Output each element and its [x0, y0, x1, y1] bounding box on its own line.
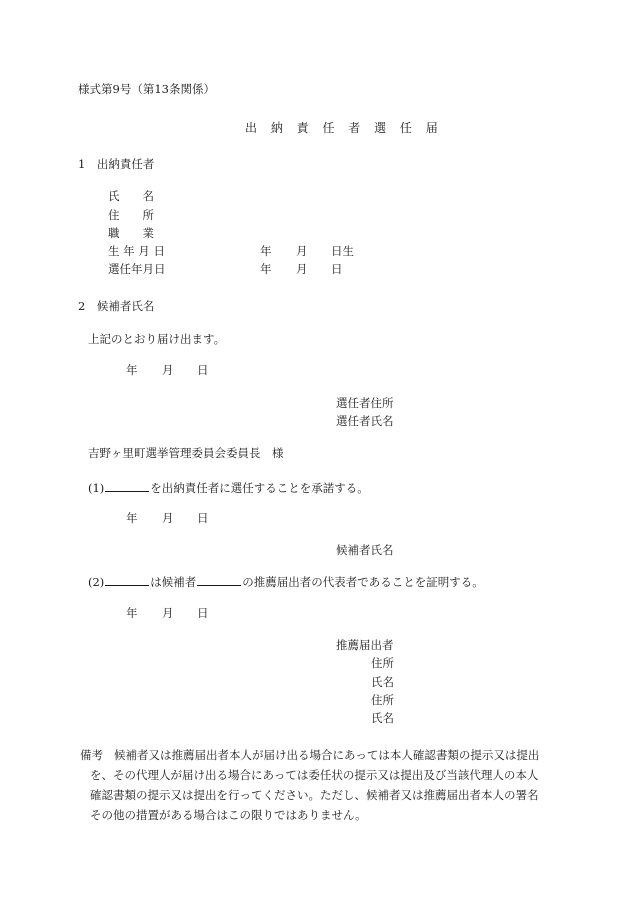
- remarks-line-1: 候補者又は推薦届出者本人が届け出る場合にあっては本人確認書類の提示又は提出: [114, 748, 540, 762]
- consent2-line: [88, 574, 484, 589]
- declaration-text: 上記のとおり届け出ます。: [88, 332, 226, 346]
- consent1-year: 年: [126, 511, 138, 525]
- appoint-month: 月: [296, 262, 308, 276]
- birthdate-label: 生 年 月 日: [108, 244, 165, 258]
- appointment-date-label: 選任年月日: [108, 262, 166, 276]
- consent1-line: [88, 480, 369, 495]
- section2-heading: 2 候補者氏名: [78, 299, 155, 313]
- page-title: 出 納 責 任 者 選 任 届: [245, 121, 443, 135]
- birth-day: 日生: [331, 244, 354, 258]
- recommender-label: 推薦届出者: [336, 638, 394, 652]
- birth-month: 月: [296, 244, 308, 258]
- consent2-blank-a: [105, 574, 149, 586]
- birth-year: 年: [260, 244, 272, 258]
- appoint-day: 日: [331, 262, 343, 276]
- recommender-address-2: 住所: [371, 693, 394, 707]
- recommender-name-2: 氏名: [371, 711, 394, 725]
- occupation-label: 職 業: [108, 226, 154, 240]
- remarks-line-3: 確認書類の提示又は提出を行ってください。ただし、候補者又は推薦届出者本人の署名: [90, 788, 539, 802]
- appointer-name-label: 選任者氏名: [336, 414, 394, 428]
- appointer-address-label: 選任者住所: [336, 396, 394, 410]
- declaration-year: 年: [126, 363, 138, 377]
- consent2-year: 年: [126, 606, 138, 620]
- remarks-line-2: を、その代理人が届け出る場合にあっては委任状の提示又は提出及び当該代理人の本人: [90, 768, 539, 782]
- form-number: 様式第9号（第13条関係）: [78, 82, 215, 96]
- recommender-name-1: 氏名: [371, 675, 394, 689]
- consent1-number: (1): [88, 481, 105, 495]
- consent1-text: を出納責任者に選任することを承諾する。: [150, 481, 369, 495]
- declaration-month: 月: [162, 363, 174, 377]
- candidate-name-label: 候補者氏名: [336, 543, 394, 557]
- consent2-blank-b: [197, 574, 241, 586]
- declaration-day: 日: [197, 363, 209, 377]
- consent2-number: (2): [88, 575, 105, 589]
- consent2-month: 月: [162, 606, 174, 620]
- recommender-address-1: 住所: [371, 656, 394, 670]
- address-label: 住 所: [108, 208, 154, 222]
- consent1-day: 日: [197, 511, 209, 525]
- remarks-label: 備考: [80, 748, 103, 762]
- appoint-year: 年: [260, 262, 272, 276]
- section1-heading: 1 出納責任者: [78, 157, 155, 171]
- consent2-text-a: は候補者: [150, 575, 197, 589]
- consent2-day: 日: [197, 606, 209, 620]
- remarks-line-4: その他の措置がある場合はこの限りではありません。: [90, 808, 367, 822]
- consent2-text-b: の推薦届出者の代表者であることを証明する。: [242, 575, 484, 589]
- name-label: 氏 名: [108, 189, 154, 203]
- addressee: 吉野ヶ里町選挙管理委員会委員長 様: [88, 446, 284, 460]
- consent1-blank: [105, 480, 149, 492]
- consent1-month: 月: [162, 511, 174, 525]
